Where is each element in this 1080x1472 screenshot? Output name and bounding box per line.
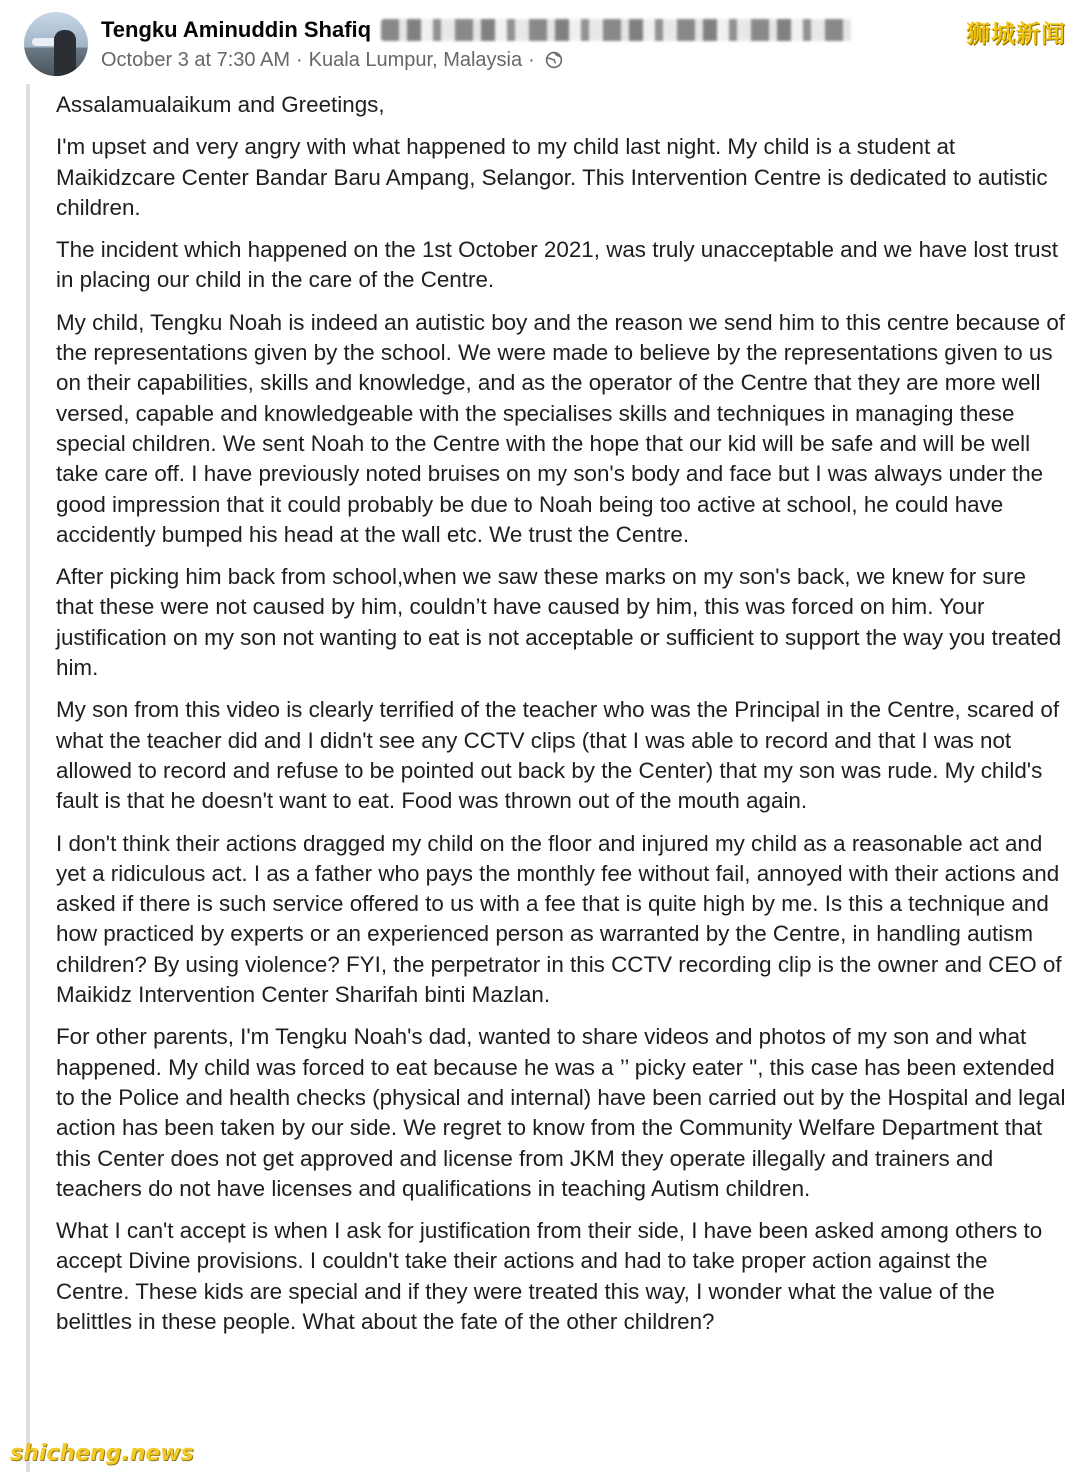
globe-icon[interactable] [545,51,563,69]
post-paragraph: The incident which happened on the 1st October 2021, was truly unacceptable and we have lost trust in placing our child in the care of the Centre. [56,237,1058,293]
quote-rule [26,84,30,1472]
post-header [0,0,1080,84]
meta-separator: · [528,48,535,71]
post-body [56,90,1066,1349]
post-paragraph: For other parents, I'm Tengku Noah's dad, wanted to share videos and photos of my son and what happened. My child was forced to eat because he was a ’’ picky eater ", this case has been extended to the Police and health checks (physical and internal) have been carried out by the Hospital and legal action has been taken by our side. We regret to know from the Community Welfare Department that this Center does not get approved and license from JKM they operate illegally and trainers and teachers do not have licenses and qualifications in teaching Autism children. [56,1024,1066,1201]
post-paragraph: My son from this video is clearly terrified of the teacher who was the Principal in the Centre, scared of what the teacher did and I didn't see any CCTV clips (that I was able to record and that I was not allowed to record and refuse to be pointed out back by the Center) that my son was rude. My child's fault is that he doesn't want to eat. Food was thrown out of the mouth again. [56,697,1060,814]
meta-separator: · [296,48,303,71]
post-timestamp[interactable]: October 3 at 7:30 AM [101,48,290,71]
post-meta [101,47,563,73]
watermark-bottom: shicheng.news [10,1441,194,1466]
author-line [101,13,851,47]
post-paragraph: Assalamualaikum and Greetings, [56,92,385,117]
redacted-text [381,19,851,41]
post-paragraph: My child, Tengku Noah is indeed an autistic boy and the reason we send him to this centre because of the representations given by the school. We were made to believe by the representations given to us on their capabilities, skills and knowledge, and as the operator of the Centre that they are more well versed, capable and knowledgeable with the specialises skills and techniques in managing these special children. We sent Noah to the Centre with the hope that our kid will be safe and will be well take care off. I have previously noted bruises on my son's body and face but I was always under the good impression that it could probably be due to Noah being too active at school, he could have accidently bumped his head at the wall etc. We trust the Centre. [56,309,1066,547]
post-paragraph: I'm upset and very angry with what happened to my child last night. My child is a student at Maikidzcare Center Bandar Baru Ampang, Selangor. This Intervention Centre is dedicated to autistic children. [56,134,1048,220]
post-paragraph: I don't think their actions dragged my child on the floor and injured my child as a reasonable act and yet a ridiculous act. I as a father who pays the monthly fee without fail, annoyed with their actions and asked if there is such service offered to us with a fee that is quite high by me. Is this a technique and how practiced by experts or an experienced person as warranted by the Centre, in handling autism children? By using violence? FYI, the perpetrator in this CCTV recording clip is the owner and CEO of Maikidz Intervention Center Sharifah binti Mazlan. [56,830,1062,1008]
author-avatar[interactable] [24,12,88,76]
post-paragraph: After picking him back from school,when we saw these marks on my son's back, we knew for sure that these were not caused by him, couldn’t have caused by him, this was forced on him. Your justification on my son not wanting to eat is not acceptable or sufficient to support the way you treated him. [56,564,1062,681]
avatar-person-shape [54,30,76,76]
author-name[interactable]: Tengku Aminuddin Shafiq [101,17,372,42]
post-paragraph: What I can't accept is when I ask for justification from their side, I have been asked among others to accept Divine provisions. I couldn't take their actions and had to take proper action against the Centre. These kids are special and if they were treated this way, I wonder what the value of the belittles in these people. What about the fate of the other children? [56,1218,1043,1334]
watermark-top: 狮城新闻 [966,20,1066,48]
post-location[interactable]: Kuala Lumpur, Malaysia [308,48,523,71]
